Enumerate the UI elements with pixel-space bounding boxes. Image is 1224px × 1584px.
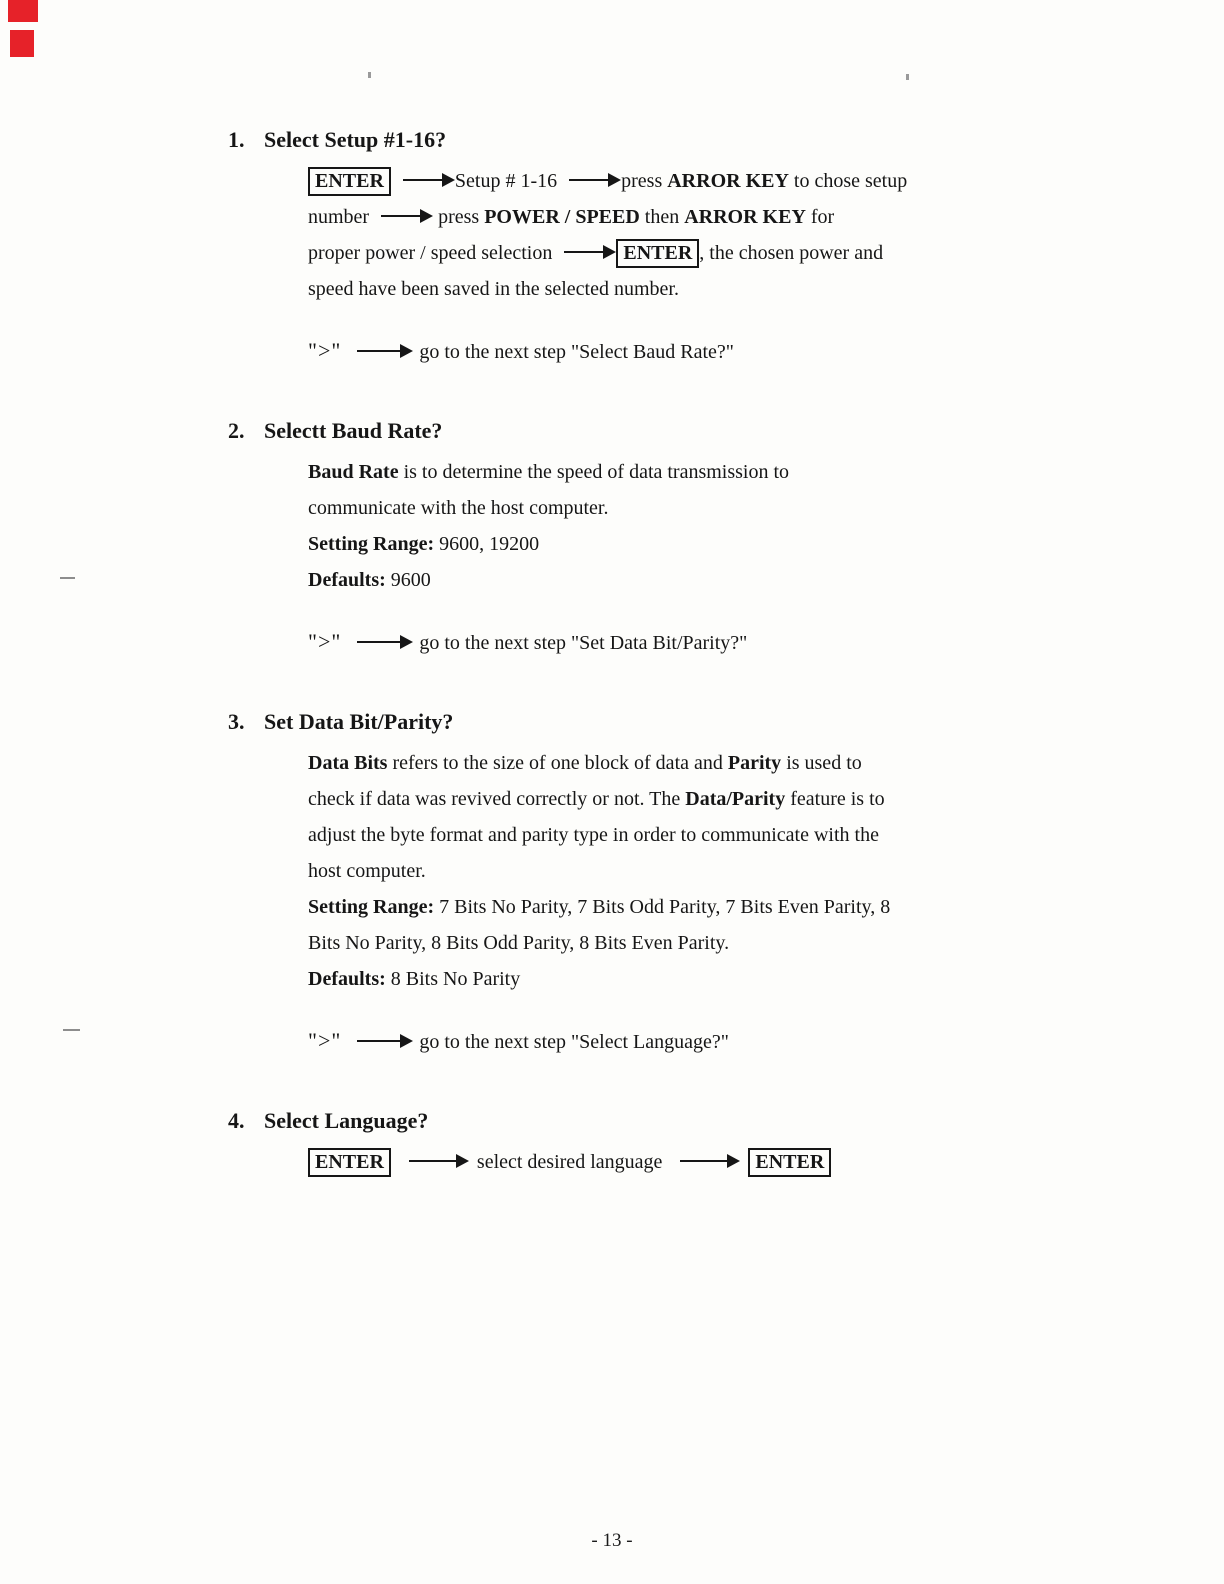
section-body <box>308 745 1058 997</box>
arrow-right-icon <box>403 179 443 181</box>
body-line <box>308 526 1058 562</box>
text-run-bold: POWER / SPEED <box>484 206 640 228</box>
section-number: 4. <box>228 1108 245 1133</box>
section-select-language <box>228 1106 1058 1180</box>
body-line <box>308 163 1058 199</box>
body-line <box>308 817 1058 853</box>
section-title: Select Setup #1-16? <box>264 127 447 152</box>
page-number-text: - 13 - <box>591 1530 633 1551</box>
text-run-bold: Setting Range: <box>308 896 435 918</box>
text-run: , the chosen power and <box>699 242 884 264</box>
section-body <box>308 454 1058 598</box>
section-number: 2. <box>228 418 245 443</box>
prompt-line <box>308 333 1058 370</box>
enter-key: ENTER <box>308 1148 391 1177</box>
body-line <box>308 562 1058 598</box>
prompt-symbol: ">" <box>308 1028 342 1053</box>
page-number <box>0 1530 1224 1552</box>
stray-speck <box>368 72 371 78</box>
body-line <box>308 490 1058 526</box>
text-run: 9600, 19200 <box>434 533 540 555</box>
text-run: speed have been saved in the selected number. <box>308 278 679 300</box>
manual-content <box>228 125 1058 1180</box>
section-body <box>308 1144 1058 1180</box>
text-run: press <box>621 170 668 192</box>
text-run: is used to <box>781 752 862 774</box>
section-number: 1. <box>228 127 245 152</box>
red-scan-artifact <box>10 30 34 57</box>
enter-key: ENTER <box>308 167 391 196</box>
section-title: Selectt Baud Rate? <box>264 418 443 443</box>
text-run-bold: ARROR KEY <box>684 206 806 228</box>
text-run: select desired language <box>476 1151 663 1173</box>
body-line <box>308 745 1058 781</box>
arrow-right-icon <box>680 1160 728 1162</box>
section-baud-rate <box>228 416 1058 661</box>
prompt-text: go to the next step "Select Baud Rate?" <box>419 341 734 363</box>
stray-speck <box>906 74 909 80</box>
text-run: Bits No Parity, 8 Bits Odd Parity, 8 Bits Even Parity. <box>308 932 730 954</box>
body-line <box>308 199 1058 235</box>
text-run: press <box>433 206 485 228</box>
text-run-bold: Data/Parity <box>685 788 786 810</box>
stray-mark <box>63 1029 80 1031</box>
text-run-bold: Baud Rate <box>308 461 399 483</box>
body-line <box>308 781 1058 817</box>
section-number: 3. <box>228 709 245 734</box>
prompt-line <box>308 1023 1058 1060</box>
arrow-right-icon <box>357 1040 401 1042</box>
text-run: 8 Bits No Parity <box>385 968 521 990</box>
body-line <box>308 961 1058 997</box>
text-run-bold: ARROR KEY <box>667 170 789 192</box>
text-run: to chose setup <box>788 170 908 192</box>
body-line <box>308 889 1058 925</box>
section-heading <box>228 416 1058 446</box>
arrow-right-icon <box>409 1160 457 1162</box>
text-run: for <box>805 206 835 228</box>
prompt-symbol: ">" <box>308 629 342 654</box>
arrow-right-icon <box>564 251 604 253</box>
body-line <box>308 1144 1058 1180</box>
text-run: proper power / speed selection <box>308 242 553 264</box>
body-line <box>308 454 1058 490</box>
stray-mark <box>60 577 75 579</box>
section-data-bit-parity <box>228 707 1058 1060</box>
text-run-bold: Defaults: <box>308 968 386 990</box>
enter-key: ENTER <box>616 239 699 268</box>
text-run-bold: Defaults: <box>308 569 386 591</box>
text-run: adjust the byte format and parity type in order to communicate with the <box>308 824 879 846</box>
body-line <box>308 271 1058 307</box>
enter-key: ENTER <box>748 1148 831 1177</box>
text-run: number <box>308 206 370 228</box>
text-run: 9600 <box>385 569 431 591</box>
prompt-line <box>308 624 1058 661</box>
red-scan-artifact <box>8 0 38 22</box>
text-run: then <box>639 206 685 228</box>
text-run: feature is to <box>785 788 885 810</box>
body-line <box>308 235 1058 271</box>
text-run: check if data was revived correctly or not. The <box>308 788 686 810</box>
text-run: host computer. <box>308 860 426 882</box>
text-run: 7 Bits No Parity, 7 Bits Odd Parity, 7 Bits Even Parity, 8 <box>434 896 891 918</box>
body-line <box>308 925 1058 961</box>
section-heading <box>228 707 1058 737</box>
text-run: communicate with the host computer. <box>308 497 609 519</box>
body-line <box>308 853 1058 889</box>
text-run-bold: Setting Range: <box>308 533 435 555</box>
text-run: refers to the size of one block of data and <box>387 752 728 774</box>
section-title: Select Language? <box>264 1108 429 1133</box>
arrow-right-icon <box>381 215 421 217</box>
section-body <box>308 163 1058 307</box>
text-run: is to determine the speed of data transmission to <box>398 461 790 483</box>
arrow-right-icon <box>569 179 609 181</box>
text-run-bold: Parity <box>727 752 782 774</box>
section-title: Set Data Bit/Parity? <box>264 709 454 734</box>
section-select-setup <box>228 125 1058 370</box>
prompt-text: go to the next step "Select Language?" <box>419 1031 729 1053</box>
arrow-right-icon <box>357 350 401 352</box>
text-run: Setup # 1-16 <box>454 170 558 192</box>
arrow-right-icon <box>357 641 401 643</box>
section-heading <box>228 1106 1058 1136</box>
text-run-bold: Data Bits <box>308 752 388 774</box>
prompt-text: go to the next step "Set Data Bit/Parity?" <box>419 632 748 654</box>
prompt-symbol: ">" <box>308 338 342 363</box>
section-heading <box>228 125 1058 155</box>
